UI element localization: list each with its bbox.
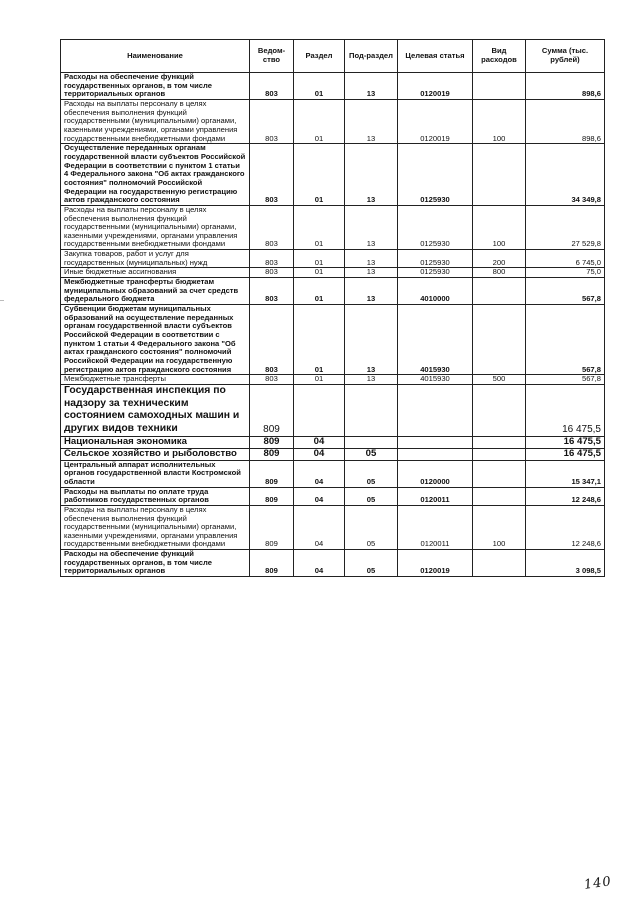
table-row: [61, 278, 605, 305]
cell-name: Национальная экономика: [61, 436, 250, 448]
cell-dept: 803: [250, 305, 294, 375]
cell-subsection: 13: [345, 375, 398, 385]
table-row: [61, 205, 605, 249]
table-row: [61, 550, 605, 577]
cell-dept: 803: [250, 268, 294, 278]
header-target: Целевая статья: [398, 40, 473, 73]
table-row: [61, 436, 605, 448]
cell-target: 0125930: [398, 250, 473, 268]
header-row: [61, 40, 605, 73]
cell-kind: [473, 278, 526, 305]
cell-dept: 803: [250, 144, 294, 206]
cell-section: 04: [294, 550, 345, 577]
cell-name: Центральный аппарат исполнительных органов государственной власти Костромской области: [61, 460, 250, 487]
cell-sum: 16 475,5: [526, 436, 605, 448]
cell-section: 01: [294, 250, 345, 268]
cell-kind: 100: [473, 205, 526, 249]
cell-dept: 809: [250, 448, 294, 460]
header-subsection: Под-раздел: [345, 40, 398, 73]
header-sum: Сумма (тыс. рублей): [526, 40, 605, 73]
margin-mark: [0, 300, 4, 301]
cell-subsection: 13: [345, 99, 398, 143]
table-row: [61, 448, 605, 460]
table-row: [61, 250, 605, 268]
cell-section: 04: [294, 448, 345, 460]
cell-subsection: 05: [345, 460, 398, 487]
cell-dept: 803: [250, 205, 294, 249]
cell-sum: 6 745,0: [526, 250, 605, 268]
cell-name: Государственная инспекция по надзору за техническим состоянием самоходных машин и других видов техники: [61, 384, 250, 436]
cell-kind: [473, 73, 526, 100]
cell-sum: 567,8: [526, 375, 605, 385]
cell-subsection: 05: [345, 487, 398, 505]
cell-target: 4015930: [398, 375, 473, 385]
cell-sum: 75,0: [526, 268, 605, 278]
cell-sum: 15 347,1: [526, 460, 605, 487]
cell-subsection: 13: [345, 278, 398, 305]
cell-subsection: [345, 436, 398, 448]
cell-sum: 3 098,5: [526, 550, 605, 577]
header-dept: Ведом-ство: [250, 40, 294, 73]
table-row: [61, 375, 605, 385]
cell-sum: 16 475,5: [526, 448, 605, 460]
table-body: [61, 73, 605, 577]
cell-target: 0120000: [398, 460, 473, 487]
cell-section: 01: [294, 99, 345, 143]
cell-subsection: 13: [345, 250, 398, 268]
cell-name: Осуществление переданных органам государственной власти субъектов Российской Федерации в соответствии с пунктом 1 статьи 4 Федерального закона "Об актах гражданского состояния" полномочий Российской Федерации на государственную регистрацию актов гражданского состояния: [61, 144, 250, 206]
cell-name: Межбюджетные трансферты бюджетам муниципальных образований за счет средств федерального бюджета: [61, 278, 250, 305]
cell-sum: 12 248,6: [526, 505, 605, 549]
cell-subsection: 05: [345, 448, 398, 460]
cell-sum: 567,8: [526, 305, 605, 375]
cell-section: [294, 384, 345, 436]
table-row: [61, 305, 605, 375]
cell-sum: 898,6: [526, 73, 605, 100]
cell-target: 0125930: [398, 205, 473, 249]
cell-dept: 803: [250, 250, 294, 268]
cell-name: Расходы на обеспечение функций государственных органов, в том числе территориальных органов: [61, 73, 250, 100]
cell-name: Закупка товаров, работ и услуг для государственных (муниципальных) нужд: [61, 250, 250, 268]
cell-kind: [473, 448, 526, 460]
cell-sum: 27 529,8: [526, 205, 605, 249]
cell-kind: 200: [473, 250, 526, 268]
cell-target: 4010000: [398, 278, 473, 305]
cell-section: 01: [294, 144, 345, 206]
cell-sum: 898,6: [526, 99, 605, 143]
cell-dept: 809: [250, 436, 294, 448]
cell-section: 01: [294, 73, 345, 100]
cell-kind: 100: [473, 99, 526, 143]
cell-target: 4015930: [398, 305, 473, 375]
cell-kind: [473, 487, 526, 505]
cell-dept: 803: [250, 99, 294, 143]
cell-kind: 100: [473, 505, 526, 549]
cell-target: [398, 436, 473, 448]
cell-sum: 16 475,5: [526, 384, 605, 436]
cell-section: 01: [294, 278, 345, 305]
header-name: Наименование: [61, 40, 250, 73]
cell-section: 04: [294, 505, 345, 549]
cell-target: 0120011: [398, 487, 473, 505]
cell-subsection: [345, 384, 398, 436]
cell-section: 04: [294, 436, 345, 448]
cell-kind: [473, 384, 526, 436]
table-row: [61, 73, 605, 100]
cell-kind: [473, 460, 526, 487]
header-section: Раздел: [294, 40, 345, 73]
cell-name: Субвенции бюджетам муниципальных образований на осуществление переданных органам государственной власти субъектов Российской Федерации в соответствии с пунктом 1 статьи 4 Федерального закона "Об актах гражданского состояния" полномочий Российской Федерации на государственную регистрацию актов гражданского состояния: [61, 305, 250, 375]
cell-target: 0125930: [398, 268, 473, 278]
cell-dept: 809: [250, 460, 294, 487]
cell-name: Расходы на выплаты по оплате труда работников государственных органов: [61, 487, 250, 505]
cell-target: 0120019: [398, 550, 473, 577]
cell-dept: 803: [250, 278, 294, 305]
cell-target: [398, 384, 473, 436]
cell-dept: 809: [250, 550, 294, 577]
cell-dept: 809: [250, 384, 294, 436]
cell-name: Иные бюджетные ассигнования: [61, 268, 250, 278]
table-row: [61, 487, 605, 505]
cell-section: 01: [294, 205, 345, 249]
cell-kind: 500: [473, 375, 526, 385]
table-row: [61, 505, 605, 549]
cell-section: 04: [294, 460, 345, 487]
cell-dept: 809: [250, 487, 294, 505]
cell-kind: [473, 550, 526, 577]
cell-subsection: 13: [345, 268, 398, 278]
cell-name: Расходы на выплаты персоналу в целях обеспечения выполнения функций государственными (муниципальными) органами, казенными учреждениями, органами управления государственными внебюджетными фондами: [61, 99, 250, 143]
cell-name: Сельское хозяйство и рыболовство: [61, 448, 250, 460]
cell-target: 0120019: [398, 99, 473, 143]
cell-name: Расходы на обеспечение функций государственных органов, в том числе территориальных органов: [61, 550, 250, 577]
cell-section: 01: [294, 375, 345, 385]
header-kind: Вид расходов: [473, 40, 526, 73]
cell-name: Расходы на выплаты персоналу в целях обеспечения выполнения функций государственными (муниципальными) органами, казенными учреждениями, органами управления государственными внебюджетными фондами: [61, 205, 250, 249]
cell-sum: 34 349,8: [526, 144, 605, 206]
cell-subsection: 13: [345, 305, 398, 375]
cell-kind: [473, 436, 526, 448]
cell-subsection: 13: [345, 144, 398, 206]
cell-subsection: 13: [345, 73, 398, 100]
cell-dept: 803: [250, 375, 294, 385]
table-row: [61, 460, 605, 487]
table-row: [61, 144, 605, 206]
page-number: 140: [583, 874, 613, 893]
cell-section: 01: [294, 305, 345, 375]
cell-subsection: 13: [345, 205, 398, 249]
cell-target: [398, 448, 473, 460]
cell-kind: [473, 144, 526, 206]
budget-table: [60, 39, 605, 577]
cell-dept: 803: [250, 73, 294, 100]
cell-name: Расходы на выплаты персоналу в целях обеспечения выполнения функций государственными (муниципальными) органами, казенными учреждениями, органами управления государственными внебюджетными фондами: [61, 505, 250, 549]
cell-subsection: 05: [345, 505, 398, 549]
cell-kind: 800: [473, 268, 526, 278]
cell-target: 0125930: [398, 144, 473, 206]
cell-name: Межбюджетные трансферты: [61, 375, 250, 385]
cell-target: 0120011: [398, 505, 473, 549]
cell-dept: 809: [250, 505, 294, 549]
table-row: [61, 99, 605, 143]
table-row: [61, 384, 605, 436]
cell-target: 0120019: [398, 73, 473, 100]
cell-section: 04: [294, 487, 345, 505]
cell-kind: [473, 305, 526, 375]
cell-sum: 12 248,6: [526, 487, 605, 505]
cell-sum: 567,8: [526, 278, 605, 305]
cell-subsection: 05: [345, 550, 398, 577]
cell-section: 01: [294, 268, 345, 278]
